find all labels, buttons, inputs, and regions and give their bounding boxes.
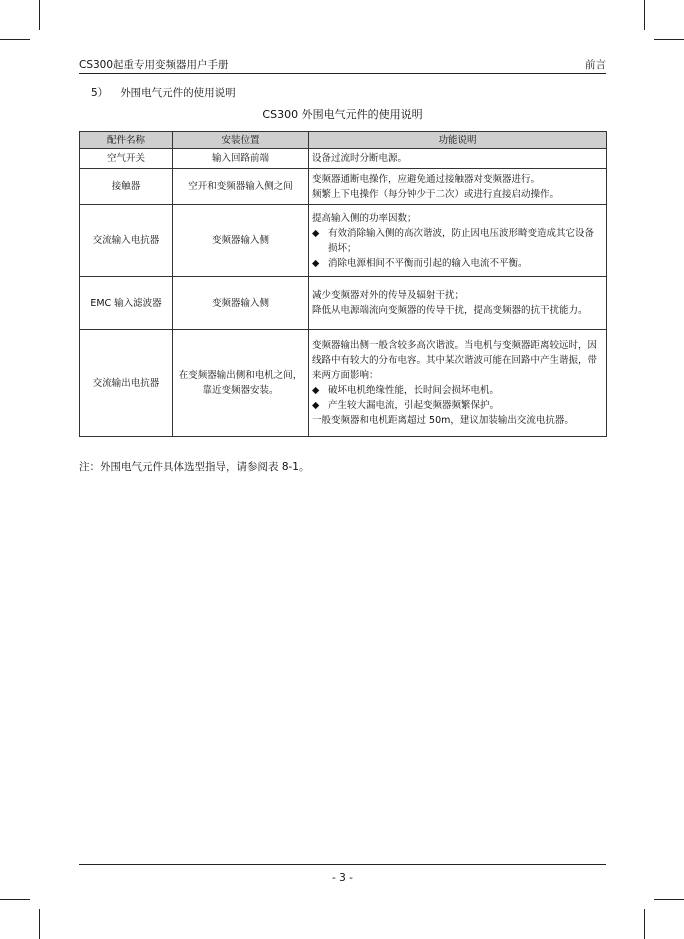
crop-mark	[0, 39, 30, 40]
table-row	[80, 205, 607, 277]
bullet-text: 有效消除输入侧的高次谐波，防止因电压波形畸变造成其它设备损坏；	[328, 227, 595, 254]
function-description	[309, 277, 607, 330]
chapter-title: 前言	[585, 59, 606, 71]
install-position: 空开和变频器输入侧之间	[173, 169, 309, 205]
page-number: - 3 -	[332, 872, 353, 884]
diamond-bullet-icon: ◆	[312, 385, 320, 396]
install-position: 变频器输入侧	[173, 205, 309, 277]
section-number: 5）	[91, 87, 109, 99]
table-row	[80, 169, 607, 205]
bullet-text: 产生较大漏电流，引起变频器频繁保护。	[328, 400, 500, 411]
crop-mark	[654, 899, 684, 900]
components-table	[79, 131, 607, 437]
install-position: 输入回路前端	[173, 149, 309, 169]
description-line: 提高输入侧的功率因数；	[312, 212, 417, 224]
section-title: 外围电气元件的使用说明	[120, 87, 236, 99]
crop-mark	[654, 39, 684, 40]
bullet-text: 消除电源相间不平衡而引起的输入电流不平衡。	[328, 257, 528, 269]
bullet-item	[312, 383, 603, 398]
diamond-bullet-icon: ◆	[312, 257, 320, 269]
table-caption: CS300 外围电气元件的使用说明	[262, 108, 423, 121]
description-line: 频繁上下电操作（每分钟少于二次）或进行直接启动操作。	[312, 188, 560, 200]
crop-mark	[0, 899, 30, 900]
function-description	[309, 169, 607, 205]
table-row	[80, 149, 607, 169]
crop-mark	[644, 0, 645, 30]
description-line: 变频器输出侧一般含较多高次谐波。当电机与变频器距离较远时，因线路中有较大的分布电容。其中某次谐波可能在回路中产生谐振，带来两方面影响：	[312, 340, 598, 381]
diamond-bullet-icon: ◆	[312, 227, 320, 239]
description-line: 减少变频器对外的传导及辐射干扰；	[312, 290, 465, 301]
description-line: 变频器通断电操作，应避免通过接触器对变频器进行。	[312, 173, 541, 185]
column-header-function: 功能说明	[309, 132, 607, 149]
component-name: 空气开关	[80, 149, 173, 169]
manual-title: CS300起重专用变频器用户手册	[79, 59, 229, 71]
component-name: 交流输出电抗器	[80, 330, 173, 437]
footer-divider	[79, 864, 606, 865]
bullet-item	[312, 256, 603, 271]
header-divider	[79, 73, 606, 74]
bullet-text: 破坏电机绝缘性能，长时间会损坏电机。	[328, 385, 500, 396]
bullet-item	[312, 226, 603, 256]
table-row	[80, 277, 607, 330]
crop-mark	[644, 909, 645, 939]
crop-mark	[39, 909, 40, 939]
function-description	[309, 205, 607, 277]
install-position: 在变频器输出侧和电机之间，靠近变频器安装。	[173, 330, 309, 437]
install-position: 变频器输入侧	[173, 277, 309, 330]
description-line: 降低从电源端流向变频器的传导干扰，提高变频器的抗干扰能力。	[312, 305, 588, 316]
page-header	[79, 57, 606, 73]
section-heading	[91, 86, 236, 100]
component-name: EMC 输入滤波器	[80, 277, 173, 330]
table-header-row	[80, 132, 607, 149]
bullet-item	[312, 398, 603, 413]
crop-mark	[39, 0, 40, 30]
footnote: 注：外围电气元件具体选型指导，请参阅表 8-1。	[79, 461, 310, 473]
diamond-bullet-icon: ◆	[312, 400, 320, 411]
description-line: 一般变频器和电机距离超过 50m，建议加装输出交流电抗器。	[312, 415, 574, 426]
column-header-name: 配件名称	[80, 132, 173, 149]
column-header-position: 安装位置	[173, 132, 309, 149]
function-description	[309, 149, 607, 169]
function-description	[309, 330, 607, 437]
description-line: 设备过流时分断电源。	[312, 153, 408, 164]
table-row	[80, 330, 607, 437]
component-name: 接触器	[80, 169, 173, 205]
component-name: 交流输入电抗器	[80, 205, 173, 277]
